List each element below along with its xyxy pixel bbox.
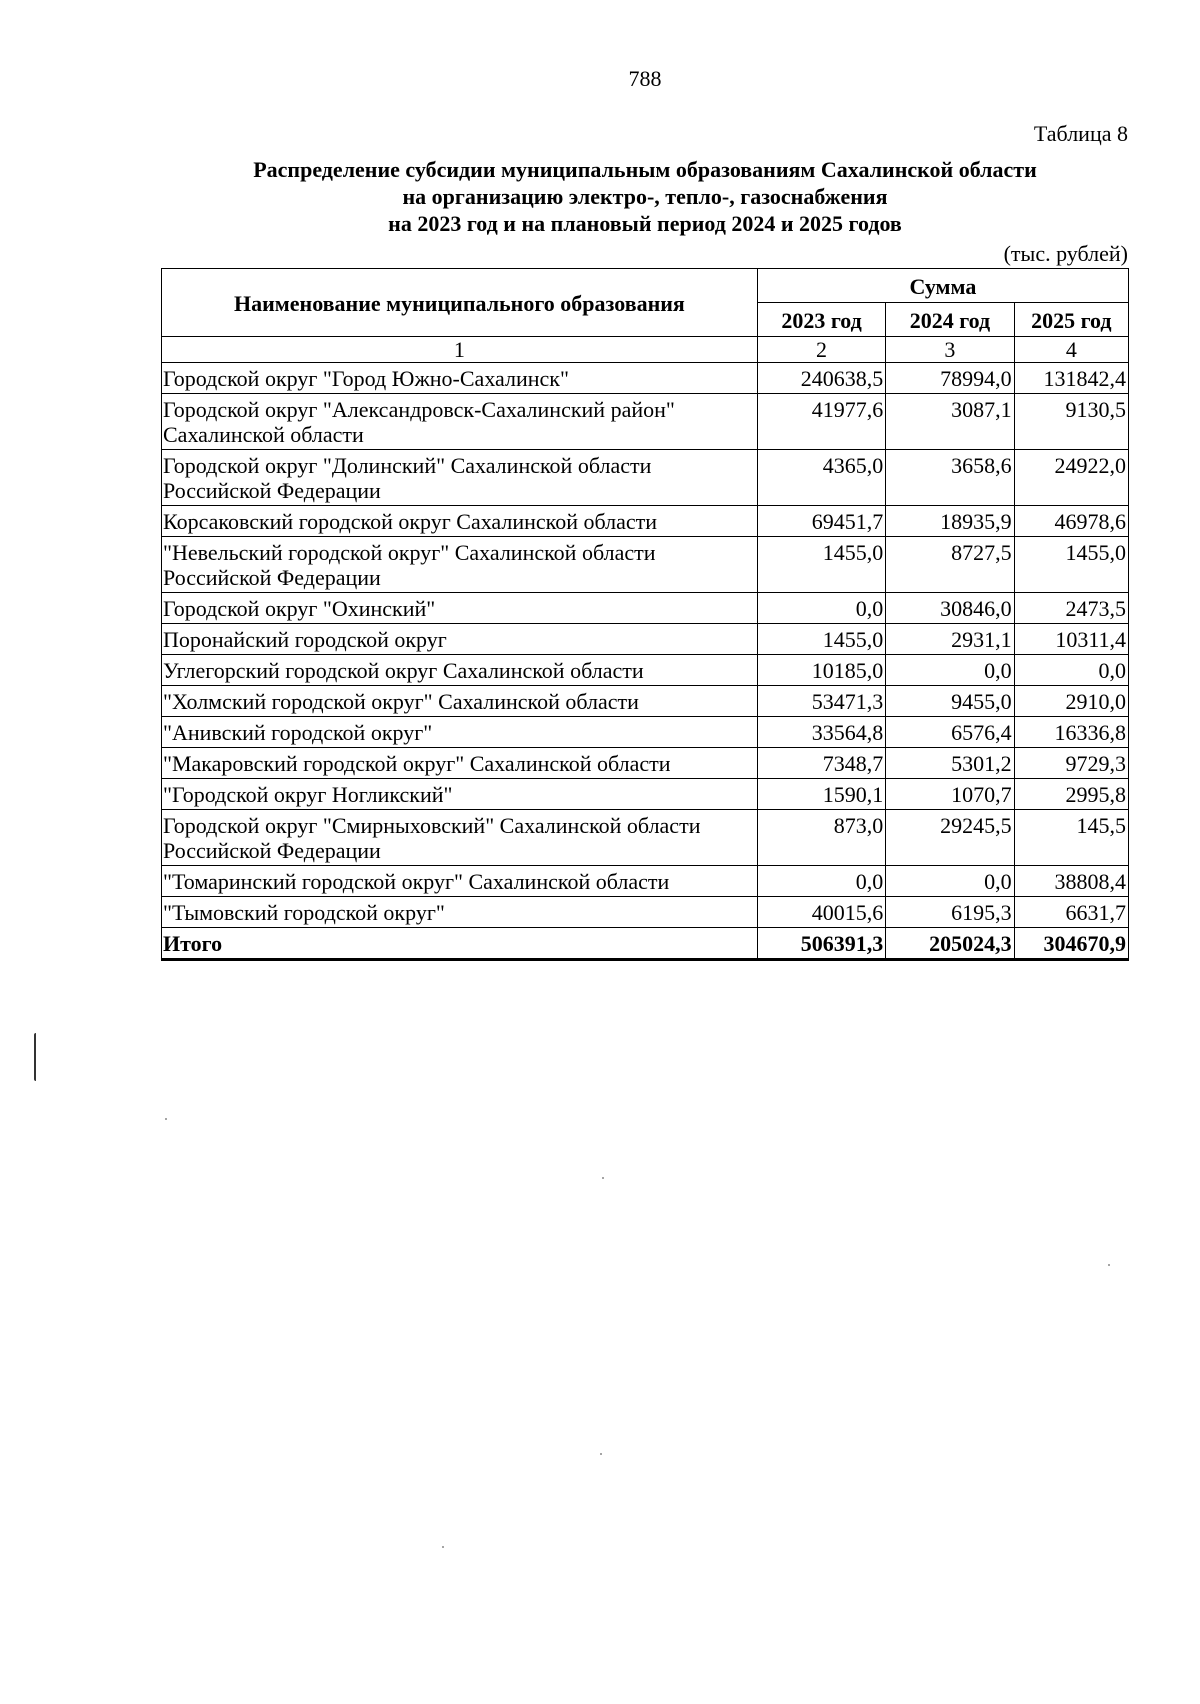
value-2023: 7348,7 — [757, 748, 885, 779]
value-2024: 3087,1 — [886, 394, 1014, 450]
table-row — [162, 394, 1129, 450]
title-line: на 2023 год и на плановый период 2024 и 2025 годов — [388, 211, 902, 236]
value-2025: 131842,4 — [1014, 363, 1128, 394]
column-index: 1 — [162, 337, 758, 363]
municipality-name: "Анивский городской округ" — [162, 717, 758, 748]
header-year-2025: 2025 год — [1014, 303, 1128, 337]
value-2024: 3658,6 — [886, 450, 1014, 506]
municipality-name: Городской округ "Александровск-Сахалинский район" Сахалинской области — [162, 394, 758, 450]
value-2025: 9130,5 — [1014, 394, 1128, 450]
value-2024: 8727,5 — [886, 537, 1014, 593]
value-2025: 10311,4 — [1014, 624, 1128, 655]
total-2024: 205024,3 — [886, 928, 1014, 960]
municipality-name: Углегорский городской округ Сахалинской области — [162, 655, 758, 686]
municipality-name: Городской округ "Смирныховский" Сахалинской области Российской Федерации — [162, 810, 758, 866]
municipality-name: "Холмский городской округ" Сахалинской области — [162, 686, 758, 717]
value-2024: 6195,3 — [886, 897, 1014, 928]
municipality-name: "Тымовский городской округ" — [162, 897, 758, 928]
municipality-name: "Городской округ Ногликский" — [162, 779, 758, 810]
value-2024: 29245,5 — [886, 810, 1014, 866]
value-2025: 0,0 — [1014, 655, 1128, 686]
value-2025: 2910,0 — [1014, 686, 1128, 717]
table-row — [162, 748, 1129, 779]
value-2023: 1455,0 — [757, 537, 885, 593]
table-row — [162, 363, 1129, 394]
value-2023: 1590,1 — [757, 779, 885, 810]
column-index: 2 — [757, 337, 885, 363]
table-row — [162, 810, 1129, 866]
table-row — [162, 866, 1129, 897]
total-label: Итого — [162, 928, 758, 960]
scan-speck — [600, 1453, 602, 1455]
value-2023: 53471,3 — [757, 686, 885, 717]
value-2024: 9455,0 — [886, 686, 1014, 717]
margin-scan-mark — [34, 1033, 38, 1081]
table-row — [162, 686, 1129, 717]
municipality-name: Городской округ "Город Южно-Сахалинск" — [162, 363, 758, 394]
column-index: 3 — [886, 337, 1014, 363]
table-row — [162, 537, 1129, 593]
value-2023: 1455,0 — [757, 624, 885, 655]
table-row — [162, 655, 1129, 686]
municipality-name: Городской округ "Охинский" — [162, 593, 758, 624]
value-2025: 38808,4 — [1014, 866, 1128, 897]
value-2025: 9729,3 — [1014, 748, 1128, 779]
table-label: Таблица 8 — [1033, 121, 1128, 146]
value-2025: 2995,8 — [1014, 779, 1128, 810]
value-2024: 1070,7 — [886, 779, 1014, 810]
header-year-2023: 2023 год — [757, 303, 885, 337]
header-year-2024: 2024 год — [886, 303, 1014, 337]
title-line: Распределение субсидии муниципальным образованиям Сахалинской области — [253, 157, 1037, 182]
value-2025: 145,5 — [1014, 810, 1128, 866]
total-row — [162, 928, 1129, 960]
value-2023: 4365,0 — [757, 450, 885, 506]
municipality-name: "Макаровский городской округ" Сахалинской области — [162, 748, 758, 779]
value-2024: 30846,0 — [886, 593, 1014, 624]
table-row — [162, 624, 1129, 655]
total-2025: 304670,9 — [1014, 928, 1128, 960]
value-2023: 33564,8 — [757, 717, 885, 748]
column-index: 4 — [1014, 337, 1128, 363]
value-2023: 69451,7 — [757, 506, 885, 537]
value-2024: 0,0 — [886, 866, 1014, 897]
value-2023: 40015,6 — [757, 897, 885, 928]
table-body — [162, 363, 1129, 928]
value-2023: 10185,0 — [757, 655, 885, 686]
value-2024: 18935,9 — [886, 506, 1014, 537]
header-sum: Сумма — [757, 269, 1128, 303]
scan-speck — [442, 1546, 444, 1548]
municipality-name: Городской округ "Долинский" Сахалинской области Российской Федерации — [162, 450, 758, 506]
table-row — [162, 593, 1129, 624]
value-2024: 0,0 — [886, 655, 1014, 686]
total-2023: 506391,3 — [757, 928, 885, 960]
table-row — [162, 450, 1129, 506]
value-2023: 0,0 — [757, 866, 885, 897]
value-2023: 873,0 — [757, 810, 885, 866]
value-2023: 41977,6 — [757, 394, 885, 450]
value-2025: 46978,6 — [1014, 506, 1128, 537]
document-title — [0, 156, 1200, 237]
value-2025: 2473,5 — [1014, 593, 1128, 624]
value-2024: 6576,4 — [886, 717, 1014, 748]
value-2025: 16336,8 — [1014, 717, 1128, 748]
municipality-name: "Невельский городской округ" Сахалинской области Российской Федерации — [162, 537, 758, 593]
table-row — [162, 897, 1129, 928]
subsidy-table — [161, 268, 1129, 961]
page-number: 788 — [628, 66, 662, 91]
value-2023: 240638,5 — [757, 363, 885, 394]
scan-speck — [165, 1118, 167, 1120]
title-line: на организацию электро-, тепло-, газоснабжения — [402, 184, 888, 209]
municipality-name: Корсаковский городской округ Сахалинской области — [162, 506, 758, 537]
value-2023: 0,0 — [757, 593, 885, 624]
municipality-name: "Томаринский городской округ" Сахалинской области — [162, 866, 758, 897]
municipality-name: Поронайский городской округ — [162, 624, 758, 655]
units-label: (тыс. рублей) — [1003, 241, 1128, 266]
scan-speck — [1108, 1264, 1110, 1266]
value-2025: 6631,7 — [1014, 897, 1128, 928]
value-2024: 5301,2 — [886, 748, 1014, 779]
table-row — [162, 779, 1129, 810]
value-2025: 24922,0 — [1014, 450, 1128, 506]
table-row — [162, 506, 1129, 537]
value-2024: 78994,0 — [886, 363, 1014, 394]
value-2025: 1455,0 — [1014, 537, 1128, 593]
header-name: Наименование муниципального образования — [162, 269, 758, 337]
scan-speck — [602, 1177, 604, 1179]
table-row — [162, 717, 1129, 748]
value-2024: 2931,1 — [886, 624, 1014, 655]
